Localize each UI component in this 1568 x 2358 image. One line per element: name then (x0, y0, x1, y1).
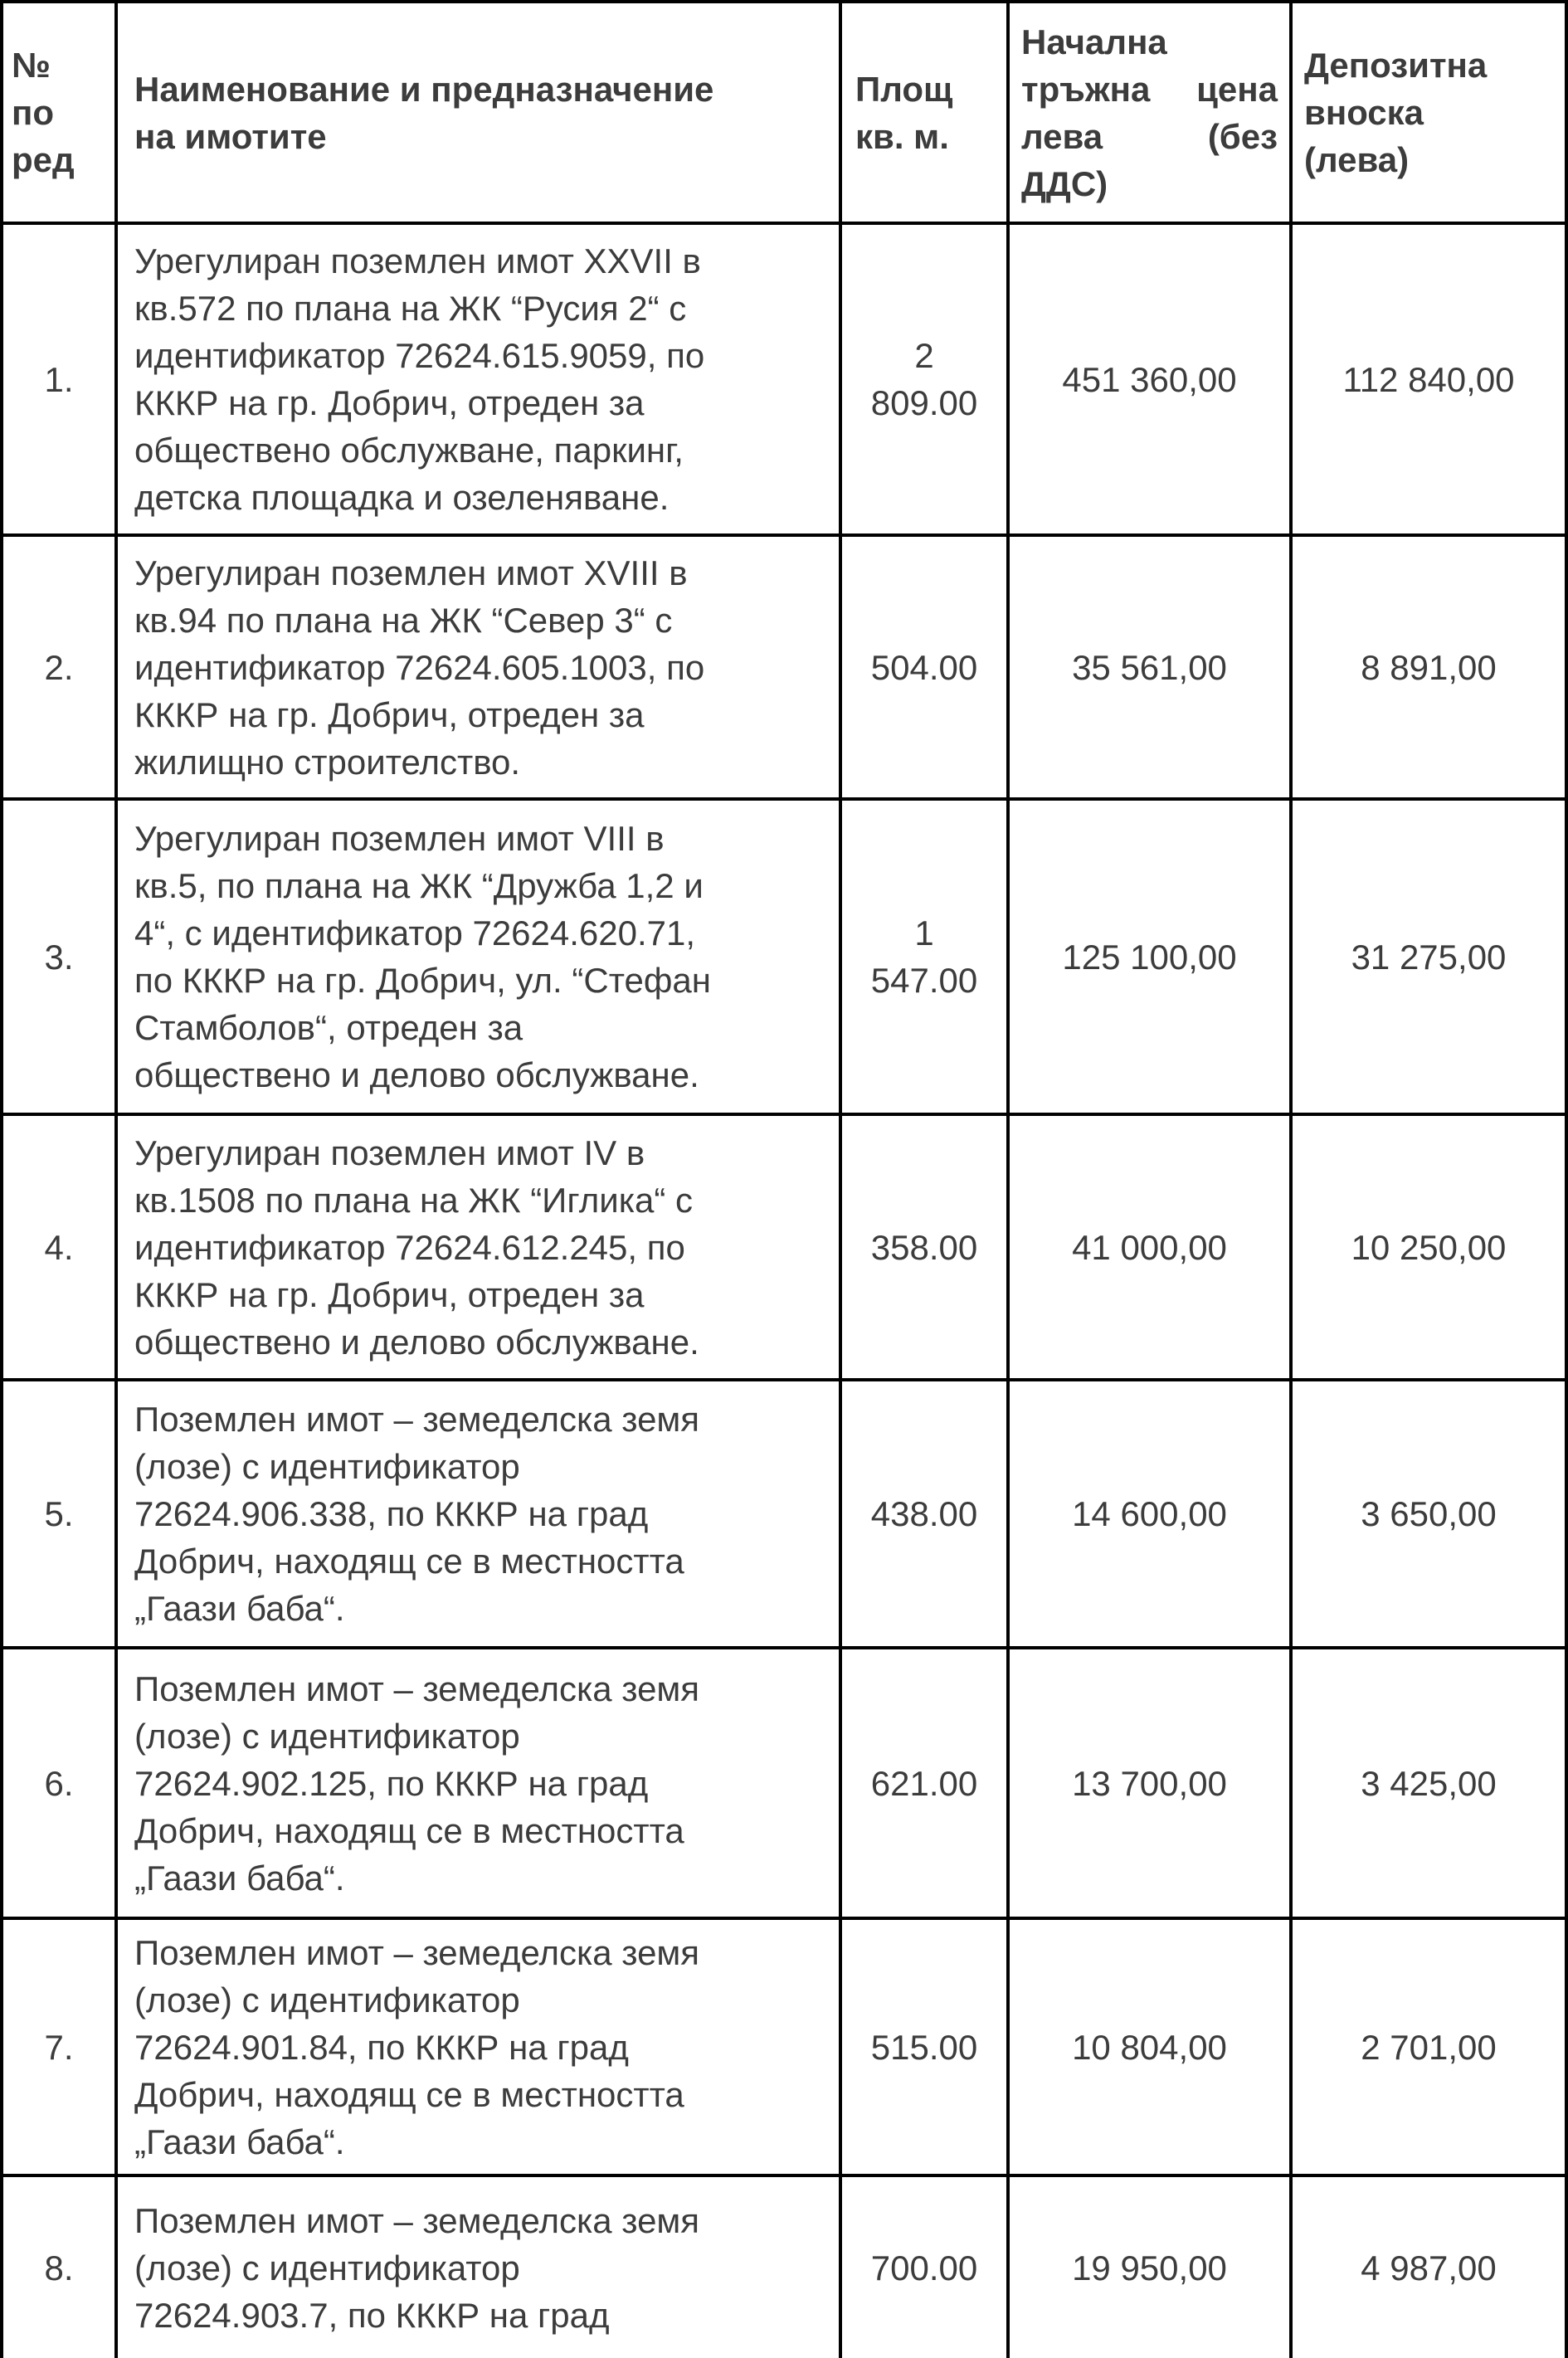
row-number-value: 6. (44, 1763, 74, 1803)
table-row (3, 2177, 1568, 2358)
table-row (3, 225, 1568, 537)
text-line: идентификатор 72624.612.245, по (134, 1227, 685, 1267)
price-value (1010, 2177, 1293, 2358)
text-line: 438.00 (870, 1494, 978, 1533)
price-value (1010, 225, 1293, 533)
text-line: по КККР на гр. Добрич, ул. “Стефан (134, 961, 711, 1000)
text-line: обществено и делово обслужване. (134, 1322, 699, 1362)
row-number-value: 3. (44, 937, 74, 977)
table-row (3, 1649, 1568, 1920)
area-value (842, 801, 1010, 1113)
text-line: по (12, 93, 55, 132)
text-line: Наименование и предназначение (134, 69, 714, 109)
deposit-text: 112 840,00 (1342, 359, 1515, 399)
price-text: 451 360,00 (1062, 359, 1237, 399)
deposit-value (1293, 1649, 1568, 1917)
text-line: „Гаази баба“. (134, 2122, 345, 2161)
price-value (1010, 1920, 1293, 2174)
table-row (3, 1116, 1568, 1381)
text-line: обществено и делово обслужване. (134, 1055, 699, 1094)
table-row (3, 1381, 1568, 1649)
text-line: (лозе) с идентификатор (134, 2248, 520, 2287)
area-value (842, 2177, 1010, 2358)
text-line: ДДС) (1021, 163, 1108, 203)
area-value (842, 1920, 1010, 2174)
text-line: Урегулиран поземлен имот XXVII в (134, 241, 701, 280)
text-line: 621.00 (870, 1763, 978, 1803)
row-number (3, 1649, 118, 1917)
text-line: Урегулиран поземлен имот IV в (134, 1133, 645, 1172)
price-text: 35 561,00 (1072, 647, 1227, 687)
row-number (3, 1920, 118, 2174)
text-line: 2 (914, 336, 934, 375)
price-value (1010, 537, 1293, 797)
row-number-value: 5. (44, 1494, 74, 1533)
text-line: 809.00 (870, 383, 978, 422)
row-number (3, 2177, 118, 2358)
text-line: 72624.901.84, по КККР на град (134, 2027, 629, 2067)
text-line: (лозе) с идентификатор (134, 1447, 520, 1486)
text-line: Поземлен имот – земеделска земя (134, 1669, 700, 1708)
row-number-value: 2. (44, 647, 74, 687)
deposit-text: 3 650,00 (1361, 1494, 1497, 1533)
property-description (118, 801, 842, 1113)
text-line: кв.572 по плана на ЖК “Русия 2“ с (134, 289, 687, 328)
row-number-value: 4. (44, 1227, 74, 1267)
text-line: Стамболов“, отреден за (134, 1008, 523, 1047)
text-line: (лозе) с идентификатор (134, 1716, 520, 1756)
table-header-row (3, 3, 1568, 225)
property-description (118, 225, 842, 533)
text-line: Поземлен имот – земеделска земя (134, 1400, 700, 1439)
text-line: 547.00 (870, 961, 978, 1000)
text-line: (лева) (1304, 140, 1410, 179)
price-text: 41 000,00 (1072, 1227, 1227, 1267)
row-number (3, 1116, 118, 1378)
text-line: обществено обслужване, паркинг, (134, 431, 684, 470)
price-text: 10 804,00 (1072, 2027, 1227, 2067)
text-line: 700.00 (870, 2248, 978, 2287)
area-value (842, 1381, 1010, 1646)
area-value (842, 537, 1010, 797)
header-deposit (1293, 3, 1568, 222)
row-number-value: 7. (44, 2027, 74, 2067)
price-text: 14 600,00 (1072, 1494, 1227, 1533)
text-line: 504.00 (870, 647, 978, 687)
deposit-value (1293, 537, 1568, 797)
row-number (3, 801, 118, 1113)
text-line: лева (без (1021, 116, 1278, 156)
text-line: „Гаази баба“. (134, 1589, 345, 1628)
price-text: 13 700,00 (1072, 1763, 1227, 1803)
text-line: 72624.902.125, по КККР на град (134, 1763, 649, 1803)
price-value (1010, 801, 1293, 1113)
deposit-value (1293, 801, 1568, 1113)
text-line: тръжна цена (1021, 69, 1278, 109)
text-line: 4“, с идентификатор 72624.620.71, (134, 913, 696, 952)
text-line: Добрич, находящ се в местността (134, 1542, 684, 1581)
text-line: 1 (914, 913, 934, 952)
text-line: кв.1508 по плана на ЖК “Иглика“ с (134, 1180, 694, 1220)
price-text: 19 950,00 (1072, 2248, 1227, 2287)
text-line: идентификатор 72624.615.9059, по (134, 336, 705, 375)
text-line: (лозе) с идентификатор (134, 1980, 520, 2019)
text-line: 72624.903.7, по КККР на град (134, 2295, 610, 2335)
area-value (842, 1116, 1010, 1378)
header-area (842, 3, 1010, 222)
text-line: ред (12, 140, 75, 179)
text-line: Депозитна (1304, 46, 1488, 85)
text-line: кв.94 по плана на ЖК “Север 3“ с (134, 600, 673, 640)
text-line: Площ (855, 69, 953, 109)
text-line: Добрич, находящ се в местността (134, 1810, 684, 1850)
property-description (118, 537, 842, 797)
row-number (3, 1381, 118, 1646)
text-line: жилищно строителство. (134, 742, 521, 782)
deposit-text: 4 987,00 (1361, 2248, 1497, 2287)
deposit-text: 10 250,00 (1351, 1227, 1507, 1267)
text-line: Урегулиран поземлен имот VIII в (134, 819, 665, 858)
text-line: идентификатор 72624.605.1003, по (134, 647, 705, 687)
text-line: Урегулиран поземлен имот XVIII в (134, 553, 688, 592)
text-line: КККР на гр. Добрич, отреден за (134, 1274, 645, 1314)
table-row (3, 537, 1568, 801)
deposit-text: 3 425,00 (1361, 1763, 1497, 1803)
text-line: КККР на гр. Добрич, отреден за (134, 383, 645, 422)
deposit-value (1293, 2177, 1568, 2358)
price-text: 125 100,00 (1062, 937, 1237, 977)
property-description (118, 1116, 842, 1378)
header-starting-price (1010, 3, 1293, 222)
text-line: КККР на гр. Добрич, отреден за (134, 694, 645, 734)
text-line: 358.00 (870, 1227, 978, 1267)
deposit-text: 2 701,00 (1361, 2027, 1497, 2067)
header-number (3, 3, 118, 222)
text-line: 72624.906.338, по КККР на град (134, 1494, 649, 1533)
table-row (3, 1920, 1568, 2177)
text-line: 515.00 (870, 2027, 978, 2067)
price-value (1010, 1381, 1293, 1646)
text-line: на имотите (134, 116, 327, 156)
deposit-value (1293, 1920, 1568, 2174)
property-description (118, 1381, 842, 1646)
text-line: детска площадка и озеленяване. (134, 478, 670, 517)
deposit-text: 31 275,00 (1351, 937, 1507, 977)
text-line: кв. м. (855, 116, 949, 156)
text-line: Начална (1021, 22, 1167, 61)
property-description (118, 1649, 842, 1917)
deposit-value (1293, 225, 1568, 533)
text-line: Поземлен имот – земеделска земя (134, 1932, 700, 1972)
header-name-purpose (118, 3, 842, 222)
property-description (118, 2177, 842, 2358)
row-number (3, 537, 118, 797)
deposit-value (1293, 1381, 1568, 1646)
text-line: № (12, 46, 51, 85)
text-line: Поземлен имот – земеделска земя (134, 2200, 700, 2240)
text-line: „Гаази баба“. (134, 1858, 345, 1898)
price-value (1010, 1649, 1293, 1917)
text-line: Добрич, находящ се в местността (134, 2074, 684, 2114)
text-line: кв.5, по плана на ЖК “Дружба 1,2 и (134, 866, 704, 905)
text-line: вноска (1304, 93, 1424, 132)
deposit-value (1293, 1116, 1568, 1378)
price-value (1010, 1116, 1293, 1378)
row-number-value: 1. (44, 359, 74, 399)
property-description (118, 1920, 842, 2174)
row-number (3, 225, 118, 533)
deposit-text: 8 891,00 (1361, 647, 1497, 687)
area-value (842, 1649, 1010, 1917)
table-row (3, 801, 1568, 1116)
row-number-value: 8. (44, 2248, 74, 2287)
area-value (842, 225, 1010, 533)
